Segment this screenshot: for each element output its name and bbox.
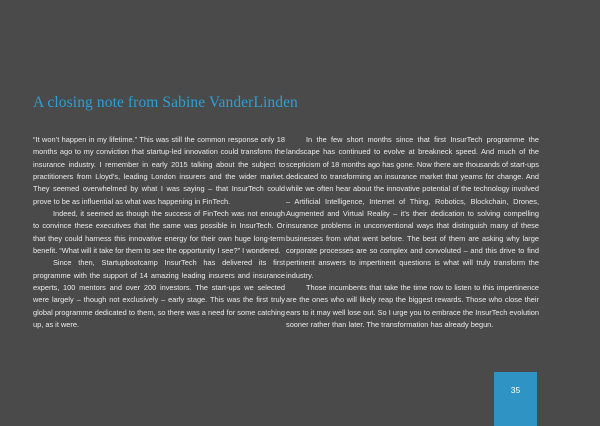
page-title: A closing note from Sabine VanderLinden <box>33 94 298 111</box>
paragraph: In the few short months since that first InsurTech programme the landscape has continued to evolve at breakneck speed. And much of the scepticism of 18 months ago has gone. Now there are thousands of start-ups dedicated to transforming an insurance market that yearns for change. And while we often hear about the innovative potential of the technology involved – Artificial Intelligence, Internet of Thing, Robotics, Blockchain, Drones, Augmented and Virtual Reality – it’s their dedication to solving compelling insurance problems in unconventional ways that distinguish many of these businesses from what went before. The best of them are asking why large corporate processes are so complex and convoluted – and this drive to find pertinent answers to impertinent questions is what will truly transform the industry. <box>286 135 539 280</box>
page-number: 35 <box>510 385 521 395</box>
paragraph: “It won’t happen in my lifetime.” This was still the common response only 18 months ago to my conviction that startup-led innovation could transform the insurance industry. I remember in early 2015 talking about the subject to practitioners from Lloyd’s, leading London insurers and the wider market. They seemed overwhelmed by what I was saying – that InsurTech could prove to be as influential as what was happening in FinTech. <box>33 135 285 206</box>
paragraph: Since then, Startupbootcamp InsurTech has delivered its first programme with the support of 14 amazing leading insurers and insurance experts, 100 mentors and over 200 investors. The start-ups we selected were largely – though not exclusively – early stage. This was the first truly global programme dedicated to them, so there was a need for some catching up, as it were. <box>33 258 285 330</box>
left-column <box>33 134 285 332</box>
paragraph: Indeed, it seemed as though the success of FinTech was not enough to convince these executives that the same was possible in InsurTech. Or that they could harness this innovative energy for their own huge long-term benefit. “What will it take for them to see the opportunity I see?” I wondered. <box>33 209 285 256</box>
page-number-badge <box>494 372 537 426</box>
paragraph: Those incumbents that take the time now to listen to this impertinence are the ones who will likely reap the biggest rewards. Those who close their ears to it may well lose out. So I urge you to embrace the InsurTech evolution sooner rather than later. The transformation has already begun. <box>286 283 539 330</box>
right-column <box>286 134 539 332</box>
